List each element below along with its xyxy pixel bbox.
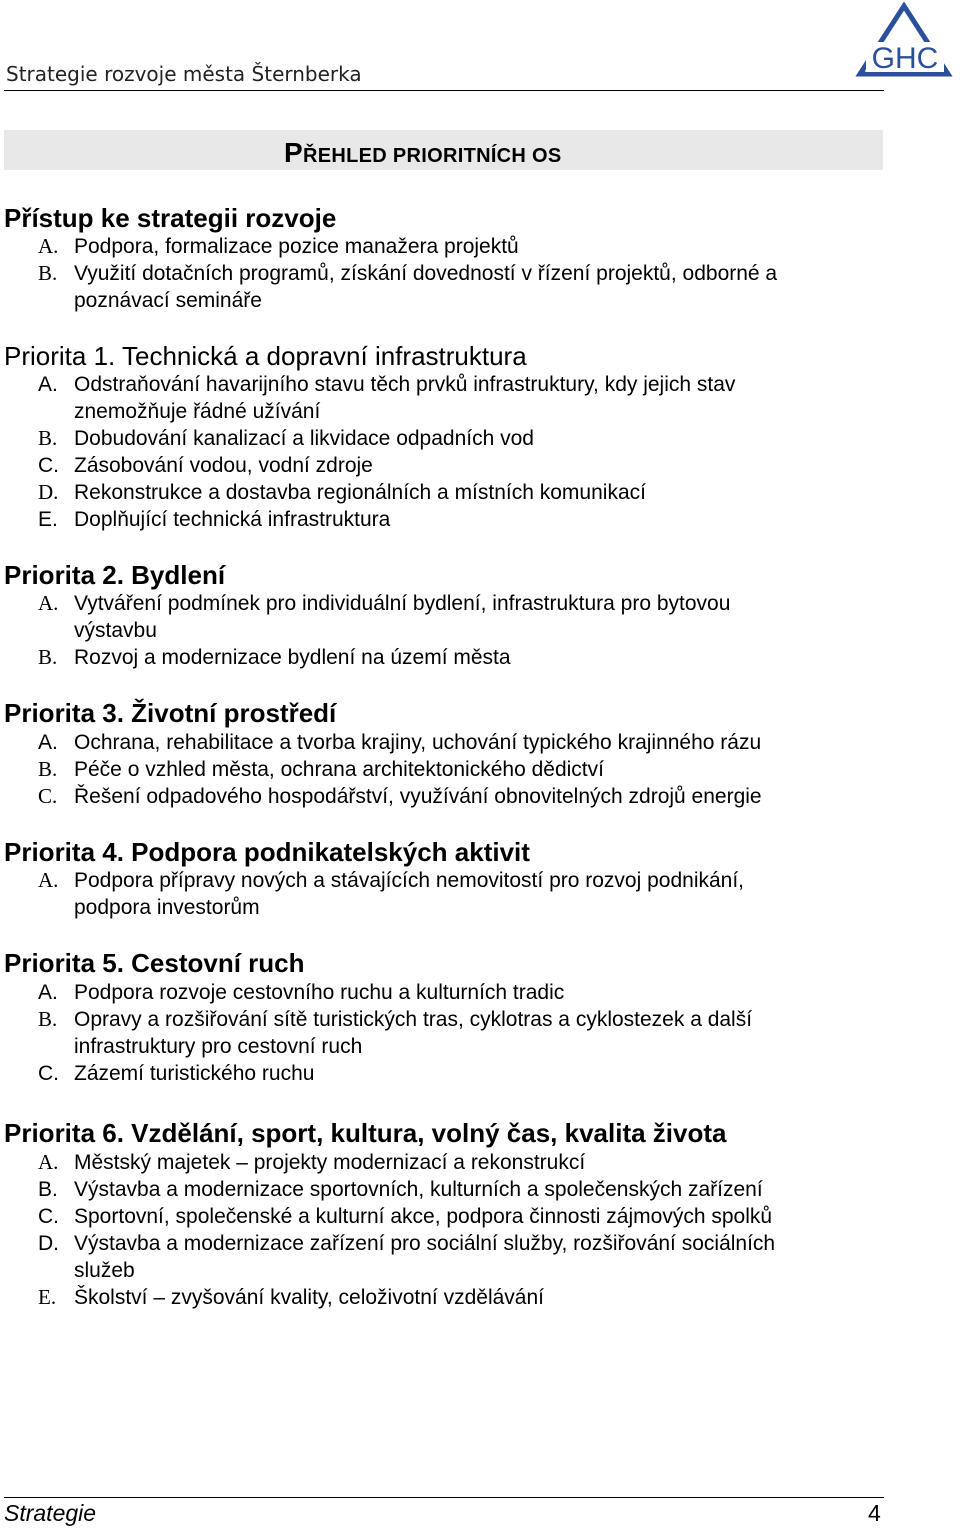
section-title: Priorita 5. Cestovní ruch: [4, 948, 305, 978]
item-letter: A.: [38, 731, 58, 754]
item-text: Podpora rozvoje cestovního ruchu a kulturních tradic: [74, 981, 565, 1004]
item-text: znemožňuje řádné užívání: [74, 400, 321, 423]
item-text: Městský majetek – projekty modernizací a rekonstrukcí: [74, 1151, 586, 1174]
item-letter: C.: [38, 784, 58, 808]
item-letter: B.: [38, 757, 58, 781]
item-text: Vytváření podmínek pro individuální bydlení, infrastruktura pro bytovou: [74, 592, 731, 615]
item-text: Dobudování kanalizací a likvidace odpadních vod: [74, 427, 534, 450]
section-title: Priorita 2. Bydlení: [4, 560, 226, 590]
ghc-logo: [852, 2, 958, 82]
item-text: Výstavba a modernizace sportovních, kulturních a společenských zařízení: [74, 1178, 763, 1201]
section-title: Priorita 3. Životní prostředí: [4, 698, 337, 728]
page-number: 4: [868, 1500, 881, 1526]
header-divider: [4, 90, 884, 91]
item-letter: A.: [38, 234, 59, 258]
item-text: Opravy a rozšiřování sítě turistických tras, cyklotras a cyklostezek a další: [74, 1008, 753, 1031]
item-text: Rozvoj a modernizace bydlení na území města: [74, 646, 511, 669]
banner-title-rest: ŘEHLED PRIORITNÍCH OS: [302, 145, 562, 167]
item-text: poznávací semináře: [74, 289, 262, 312]
section-title: Priorita 4. Podpora podnikatelských aktivit: [4, 837, 530, 867]
item-letter: E.: [38, 1285, 57, 1309]
section-title: Přístup ke strategii rozvoje: [4, 203, 337, 233]
item-text: Doplňující technická infrastruktura: [74, 508, 391, 531]
item-letter: B.: [38, 1007, 58, 1031]
item-letter: B.: [38, 426, 58, 450]
item-text: Rekonstrukce a dostavba regionálních a místních komunikací: [74, 481, 646, 504]
item-text: Sportovní, společenské a kulturní akce, podpora činnosti zájmových spolků: [74, 1205, 773, 1228]
item-text: služeb: [74, 1259, 135, 1282]
section-title: Priorita 6. Vzdělání, sport, kultura, volný čas, kvalita života: [4, 1118, 727, 1148]
item-letter: C.: [38, 454, 59, 477]
item-text: infrastruktury pro cestovní ruch: [74, 1035, 363, 1058]
item-text: Výstavba a modernizace zařízení pro sociální služby, rozšiřování sociálních: [74, 1232, 776, 1255]
item-text: Využití dotačních programů, získání dovedností v řízení projektů, odborné a: [74, 262, 778, 285]
item-text: Podpora, formalizace pozice manažera projektů: [74, 235, 519, 258]
item-text: Odstraňování havarijního stavu těch prvků infrastruktury, kdy jejich stav: [74, 373, 736, 396]
item-text: podpora investorům: [74, 896, 260, 919]
item-letter: A.: [38, 1150, 59, 1174]
section-title: Priorita 1. Technická a dopravní infrastruktura: [4, 341, 527, 371]
item-text: Školství – zvyšování kvality, celoživotní vzdělávání: [74, 1286, 544, 1309]
item-text: Zásobování vodou, vodní zdroje: [74, 454, 373, 477]
item-letter: B.: [38, 1178, 58, 1201]
item-text: Zázemí turistického ruchu: [74, 1062, 315, 1085]
footer-divider: [4, 1497, 884, 1498]
item-letter: C.: [38, 1205, 59, 1228]
item-text: Péče o vzhled města, ochrana architektonického dědictví: [74, 758, 604, 781]
item-letter: D.: [38, 480, 59, 504]
item-letter: E.: [38, 508, 58, 531]
item-letter: A.: [38, 591, 59, 615]
document-header-title: Strategie rozvoje města Šternberka: [6, 62, 362, 86]
item-letter: D.: [38, 1232, 59, 1255]
item-text: Podpora přípravy nových a stávajících nemovitostí pro rozvoj podnikání,: [74, 869, 745, 892]
item-text: Ochrana, rehabilitace a tvorba krajiny, uchování typického krajinného rázu: [74, 731, 762, 754]
banner-title-first-letter: P: [284, 137, 303, 168]
item-text: Řešení odpadového hospodářství, využívání obnovitelných zdrojů energie: [74, 785, 762, 808]
item-letter: B.: [38, 645, 58, 669]
item-letter: B.: [38, 261, 58, 285]
item-letter: A.: [38, 981, 58, 1004]
footer-document-name: Strategie: [4, 1500, 97, 1526]
item-text: výstavbu: [74, 619, 157, 642]
item-letter: C.: [38, 1062, 59, 1085]
item-letter: A.: [38, 373, 58, 396]
banner-title: [284, 137, 562, 169]
logo-text: GHC: [871, 42, 939, 75]
item-letter: A.: [38, 868, 59, 892]
